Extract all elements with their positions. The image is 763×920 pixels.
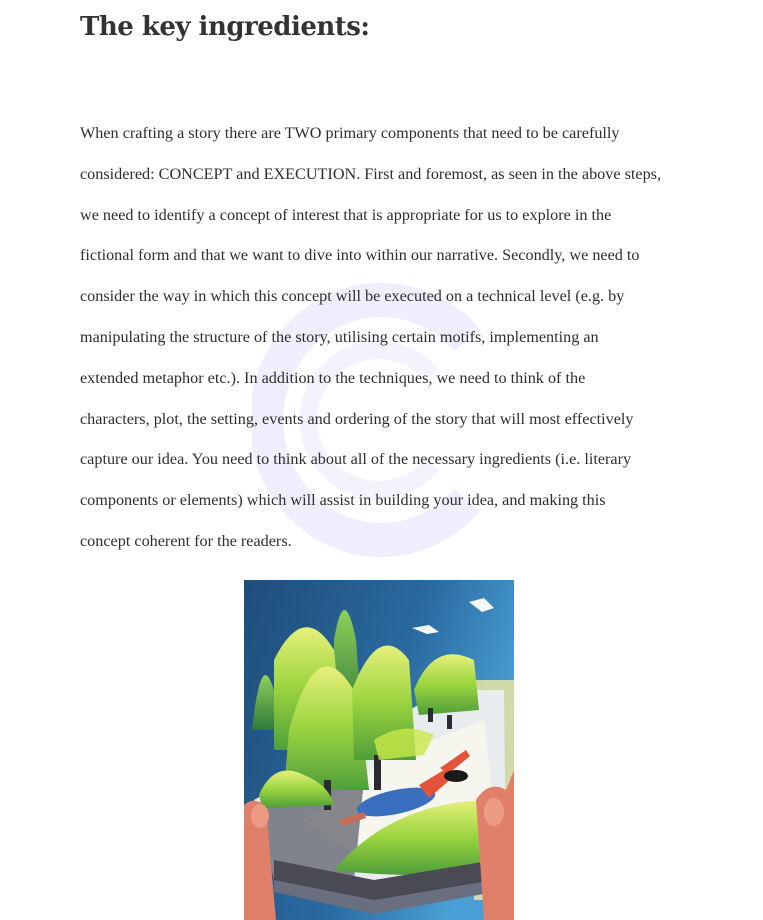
paragraph-line: consider the way in which this concept will be executed on a technical level (e.g. by: [80, 287, 625, 306]
paragraph-line: characters, plot, the setting, events and ordering of the story that will most effectively: [80, 409, 634, 428]
paragraph-line: components or elements) which will assist in building your idea, and making this: [80, 491, 606, 510]
paragraph-line: considered: CONCEPT and EXECUTION. First and foremost, as seen in the above steps,: [80, 164, 662, 183]
paragraph-line: extended metaphor etc.). In addition to the techniques, we need to think of the: [80, 368, 586, 387]
paragraph-line: capture our idea. You need to think about all of the necessary ingredients (i.e. literary: [80, 450, 632, 469]
paragraph-line: manipulating the structure of the story, utilising certain motifs, implementing an: [80, 327, 599, 346]
open-book-forest-icon: [244, 580, 514, 920]
section-heading: The key ingredients:: [80, 12, 370, 42]
book-forest-illustration: [244, 580, 514, 920]
paragraph-line: concept coherent for the readers.: [80, 531, 292, 550]
paragraph-line: fictional form and that we want to dive into within our narrative. Secondly, we need to: [80, 246, 640, 265]
paragraph-line: When crafting a story there are TWO primary components that need to be carefully: [80, 124, 620, 142]
body-paragraph: [80, 113, 690, 562]
paragraph-line: we need to identify a concept of interest that is appropriate for us to explore in the: [80, 205, 612, 224]
